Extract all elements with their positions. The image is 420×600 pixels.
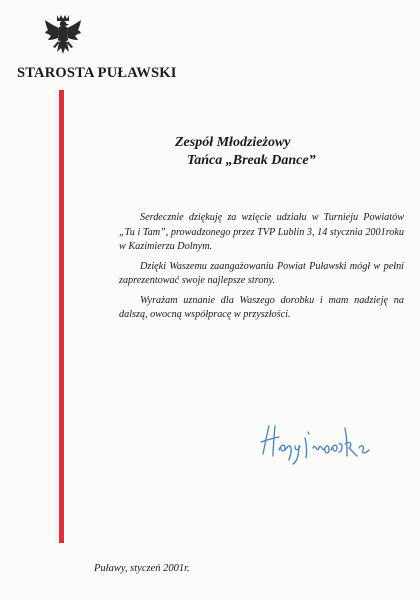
polish-white-eagle-icon (43, 12, 83, 60)
body-paragraph: Dzięki Waszemu zaangażowaniu Powiat Puławski mógł w pełni zaprezentować swoje najlepsze strony. (119, 260, 404, 286)
addressee-block (175, 134, 415, 170)
flag-stripe-red (59, 90, 64, 543)
body-paragraph: Wyrażam uznanie dla Waszego dorobku i mam nadzieję na dalszą, owocną współpracę w przyszłości. (119, 294, 404, 320)
letter-body (119, 211, 404, 328)
addressee-line: Tańca „Break Dance” (187, 153, 316, 168)
handwritten-signature (255, 418, 375, 468)
addressee-line: Zespół Młodzieżowy (175, 135, 291, 150)
place-date: Puławy, styczeń 2001r. (94, 563, 190, 574)
issuer-title: STAROSTA PUŁAWSKI (17, 65, 177, 81)
body-paragraph: Serdecznie dziękuję za wzięcie udziału w Turnieju Powiatów „Tu i Tam”, prowadzonego przez TVP Lublin 3, 14 stycznia 2001roku w Kazimierzu Dolnym. (119, 212, 404, 252)
